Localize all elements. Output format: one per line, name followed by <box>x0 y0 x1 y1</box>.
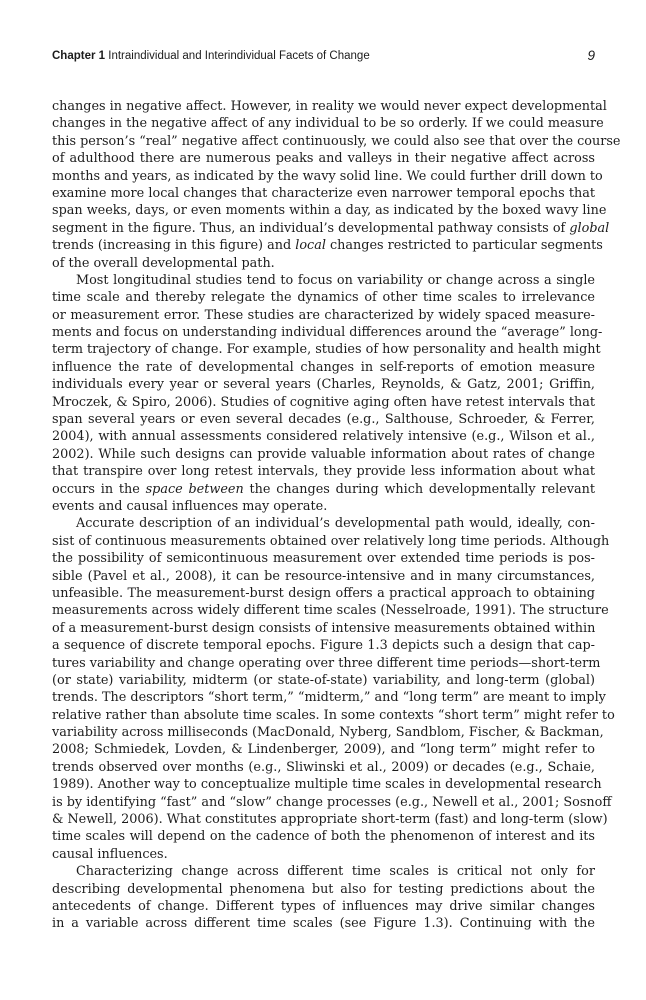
text-line <box>52 289 595 306</box>
text-line <box>52 463 595 480</box>
text-run: that transpire over long retest intervals, they provide less information about what <box>52 464 595 480</box>
text-run: time scale and thereby relegate the dynamics of other time scales to irrelevance <box>52 290 595 306</box>
text-line <box>52 481 595 498</box>
text-line <box>52 307 595 324</box>
text-line <box>52 98 607 115</box>
text-run: a sequence of discrete temporal epochs. Figure 1.3 depicts such a design that cap- <box>52 638 595 654</box>
text-run: this person’s “real” negative affect continuously, we could also see that over the course <box>52 133 621 149</box>
text-run: in a variable across different time scales (see Figure 1.3). Continuing with the <box>52 916 595 932</box>
text-run: antecedents of change. Different types of influences may drive similar changes <box>52 898 595 914</box>
text-run: individuals every year or several years (Charles, Reynolds, & Gatz, 2001; Griffin, <box>52 377 595 393</box>
text-run: tures variability and change operating over three different time periods—short-term <box>52 655 601 671</box>
text-line <box>52 741 595 758</box>
text-run: Most longitudinal studies tend to focus on variability or change across a single <box>76 272 595 288</box>
text-run: ments and focus on understanding individual differences around the “average” long- <box>52 325 603 341</box>
text-line <box>52 637 595 654</box>
text-line <box>52 759 595 776</box>
text-run: months and years, as indicated by the wavy solid line. We could further drill down to <box>52 168 603 184</box>
text-run: Mroczek, & Spiro, 2006). Studies of cognitive aging often have retest intervals that <box>52 394 595 410</box>
text-line <box>52 202 607 219</box>
text-run: span several years or even several decades (e.g., Salthouse, Schroeder, & Ferrer, <box>52 412 595 428</box>
paragraph <box>52 98 621 272</box>
text-line <box>52 863 595 880</box>
text-line <box>52 846 595 863</box>
text-line <box>52 359 595 376</box>
text-run: sible (Pavel et al., 2008), it can be resource-intensive and in many circumstances, <box>52 568 595 584</box>
text-run: unfeasible. The measurement-burst design offers a practical approach to obtaining <box>52 585 595 601</box>
text-line <box>52 898 595 915</box>
text-run: & Newell, 2006). What constitutes appropriate short-term (fast) and long-term (slow) <box>52 812 608 828</box>
italic-text: global <box>569 220 610 236</box>
text-run: changes restricted to particular segments <box>325 238 603 254</box>
text-run: 2002). While such designs can provide valuable information about rates of change <box>52 446 595 462</box>
text-run: of the overall developmental path. <box>52 255 275 271</box>
text-line <box>52 133 621 150</box>
text-line <box>52 150 595 167</box>
text-line <box>52 446 595 463</box>
text-run: changes in the negative affect of any individual to be so orderly. If we could measure <box>52 116 604 132</box>
text-run: causal influences. <box>52 846 168 862</box>
text-line <box>52 533 610 550</box>
text-line <box>52 185 595 202</box>
chapter-title: Intraindividual and Interindividual Facets of Change <box>108 50 370 62</box>
text-run: examine more local changes that characterize even narrower temporal epochs that <box>52 185 595 201</box>
text-run: sist of continuous measurements obtained over relatively long time periods. Although <box>52 533 610 549</box>
text-run: time scales will depend on the cadence of both the phenomenon of interest and its <box>52 829 595 845</box>
text-line <box>52 689 606 706</box>
text-line <box>52 602 609 619</box>
page-number: 9 <box>587 48 595 63</box>
text-line <box>52 915 595 932</box>
chapter-label: Chapter 1 <box>52 50 106 62</box>
text-line <box>52 620 595 637</box>
text-run: occurs in the <box>52 481 146 497</box>
text-run: (or state) variability, midterm (or state-of-state) variability, and long-term (global) <box>52 672 595 688</box>
text-run: 2004), with annual assessments considered relatively intensive (e.g., Wilson et al., <box>52 429 595 445</box>
text-line <box>52 376 595 393</box>
text-run: describing developmental phenomena but also for testing predictions about the <box>52 881 595 897</box>
text-run: variability across milliseconds (MacDonald, Nyberg, Sandblom, Fischer, & Backman, <box>52 725 604 741</box>
paragraph <box>52 272 603 515</box>
text-run: span weeks, days, or even moments within a day, as indicated by the boxed wavy line <box>52 203 607 219</box>
text-line <box>52 776 602 793</box>
text-line <box>52 115 604 132</box>
text-run: term trajectory of change. For example, studies of how personality and health might <box>52 342 601 358</box>
text-run: measurements across widely different time scales (Nesselroade, 1991). The structure <box>52 603 609 619</box>
text-run: 2008; Schmiedek, Lovden, & Lindenberger, 2009), and “long term” might refer to <box>52 742 595 758</box>
italic-text: local <box>295 238 326 254</box>
body-text <box>52 98 621 933</box>
text-line <box>52 237 603 254</box>
text-line <box>52 220 610 237</box>
text-line <box>52 724 604 741</box>
text-line <box>52 794 612 811</box>
text-run: changes in negative affect. However, in reality we would never expect developmental <box>52 99 607 114</box>
text-run: relative rather than absolute time scales. In some contexts “short term” might refer to <box>52 707 615 723</box>
text-line <box>52 168 603 185</box>
text-run: is by identifying “fast” and “slow” change processes (e.g., Newell et al., 2001; Sosnoff <box>52 794 612 810</box>
text-run: segment in the figure. Thus, an individual’s developmental pathway consists of <box>52 220 570 236</box>
text-line <box>52 550 595 567</box>
text-line <box>52 498 595 515</box>
text-line <box>52 811 608 828</box>
text-line <box>52 672 595 689</box>
text-run: influence the rate of developmental changes in self-reports of emotion measure <box>52 359 595 375</box>
text-line <box>52 341 601 358</box>
running-head <box>52 50 595 68</box>
text-line <box>52 428 595 445</box>
text-run: or measurement error. These studies are characterized by widely spaced measure- <box>52 307 595 323</box>
text-line <box>52 655 601 672</box>
chapter-heading <box>52 50 370 62</box>
paragraph <box>52 515 615 863</box>
text-line <box>52 828 595 845</box>
text-run: trends observed over months (e.g., Sliwinski et al., 2009) or decades (e.g., Schaie, <box>52 759 595 775</box>
text-line <box>52 707 615 724</box>
text-run: events and causal influences may operate. <box>52 498 328 514</box>
text-run: Accurate description of an individual’s developmental path would, ideally, con- <box>76 516 595 532</box>
text-run: the possibility of semicontinuous measurement over extended time periods is pos- <box>52 551 595 567</box>
paragraph <box>52 863 595 933</box>
text-run: of adulthood there are numerous peaks and valleys in their negative affect across <box>52 151 595 167</box>
text-run: Characterizing change across different time scales is critical not only for <box>76 864 595 880</box>
text-line <box>52 255 595 272</box>
text-run: trends. The descriptors “short term,” “midterm,” and “long term” are meant to imply <box>52 690 606 706</box>
text-line <box>52 411 595 428</box>
text-line <box>52 324 603 341</box>
text-line <box>52 568 595 585</box>
text-line <box>52 272 595 289</box>
text-run: trends (increasing in this figure) and <box>52 238 296 254</box>
text-line <box>52 394 595 411</box>
text-line <box>52 515 595 532</box>
text-run: the changes during which developmentally relevant <box>243 481 595 497</box>
text-line <box>52 585 595 602</box>
text-run: 1989). Another way to conceptualize multiple time scales in developmental research <box>52 777 602 793</box>
text-run: of a measurement-burst design consists of intensive measurements obtained within <box>52 620 596 636</box>
text-line <box>52 881 595 898</box>
italic-text: space between <box>145 481 244 497</box>
